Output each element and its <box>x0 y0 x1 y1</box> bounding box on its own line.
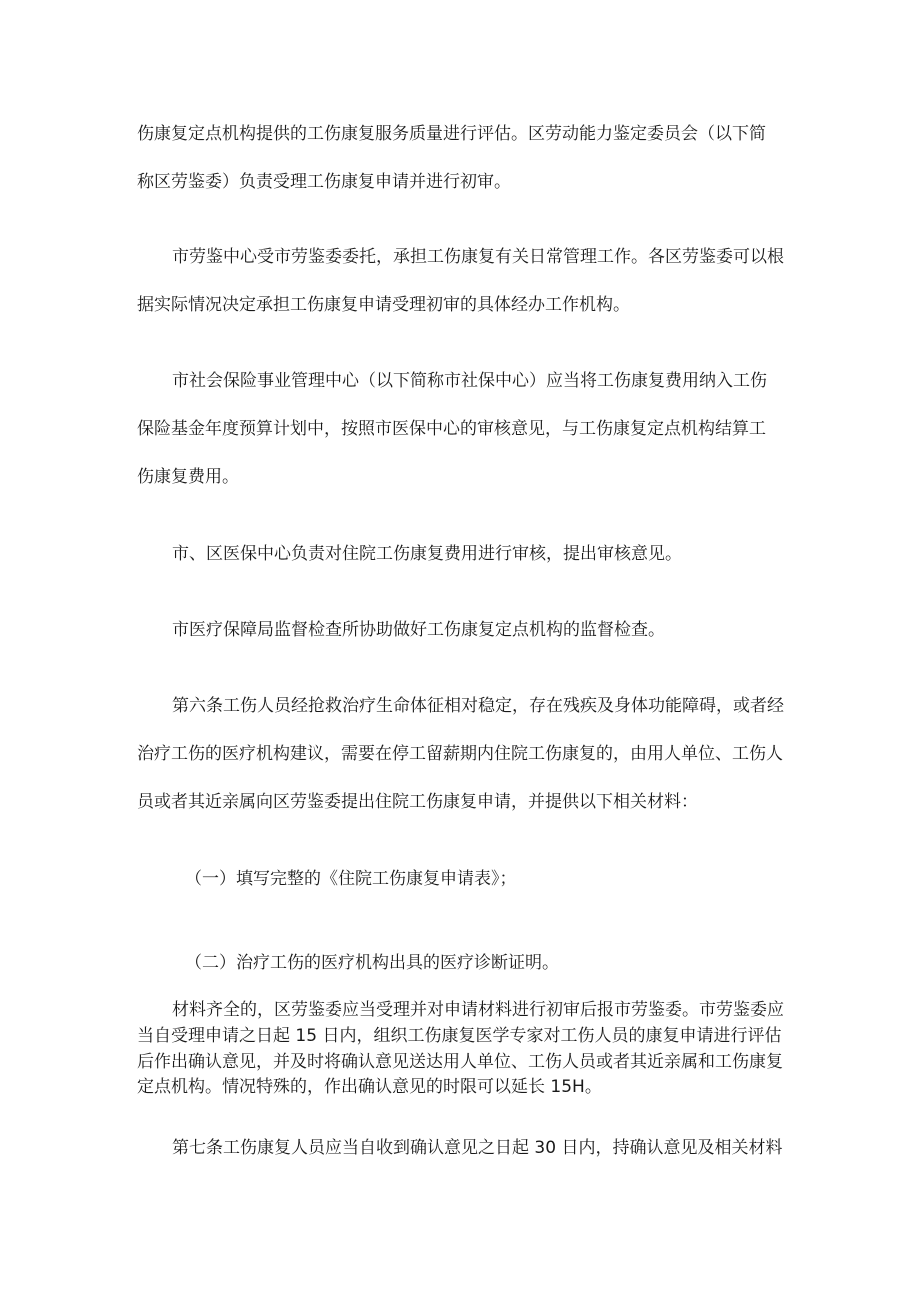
article-6-line-3: 员或者其近亲属向区劳鉴委提出住院工伤康复申请，并提供以下相关材料： <box>137 792 698 812</box>
list-item-1: （一）填写完整的《住院工伤康复申请表》； <box>185 869 517 889</box>
article-6-line-1: 第六条工伤人员经抢救治疗生命体征相对稳定，存在残疾及身体功能障碍，或者经 <box>172 696 784 716</box>
list-item-2: （二）治疗工伤的医疗机构出具的医疗诊断证明。 <box>185 953 559 973</box>
paragraph-1-line-2: 称区劳鉴委）负责受理工伤康复申请并进行初审。 <box>137 172 511 192</box>
article-7-line-1: 第七条工伤康复人员应当自收到确认意见之日起 30 日内，持确认意见及相关材料 <box>172 1138 783 1158</box>
paragraph-5-line-1: 市医疗保障局监督检查所协助做好工伤康复定点机构的监督检查。 <box>172 620 665 640</box>
materials-paragraph-line-4: 定点机构。情况特殊的，作出确认意见的时限可以延长 15H。 <box>137 1077 602 1097</box>
paragraph-3-line-1: 市社会保险事业管理中心（以下简称市社保中心）应当将工伤康复费用纳入工伤 <box>172 371 767 391</box>
paragraph-4-line-1: 市、区医保中心负责对住院工伤康复费用进行审核，提出审核意见。 <box>172 544 682 564</box>
materials-paragraph-line-1: 材料齐全的，区劳鉴委应当受理并对申请材料进行初审后报市劳鉴委。市劳鉴委应 <box>172 1000 784 1020</box>
paragraph-2-line-2: 据实际情况决定承担工伤康复申请受理初审的具体经办工作机构。 <box>137 295 630 315</box>
article-6-line-2: 治疗工伤的医疗机构建议，需要在停工留薪期内住院工伤康复的，由用人单位、工伤人 <box>137 744 783 764</box>
paragraph-2-line-1: 市劳鉴中心受市劳鉴委委托，承担工伤康复有关日常管理工作。各区劳鉴委可以根 <box>172 247 784 267</box>
paragraph-3-line-2: 保险基金年度预算计划中，按照市医保中心的审核意见，与工伤康复定点机构结算工 <box>137 419 766 439</box>
paragraph-3-line-3: 伤康复费用。 <box>137 467 239 487</box>
materials-paragraph-line-3: 后作出确认意见，并及时将确认意见送达用人单位、工伤人员或者其近亲属和工伤康复 <box>137 1052 783 1072</box>
paragraph-1-line-1: 伤康复定点机构提供的工伤康复服务质量进行评估。区劳动能力鉴定委员会（以下简 <box>137 124 766 144</box>
materials-paragraph-line-2: 当自受理申请之日起 15 日内，组织工伤康复医学专家对工伤人员的康复申请进行评估 <box>137 1026 782 1046</box>
